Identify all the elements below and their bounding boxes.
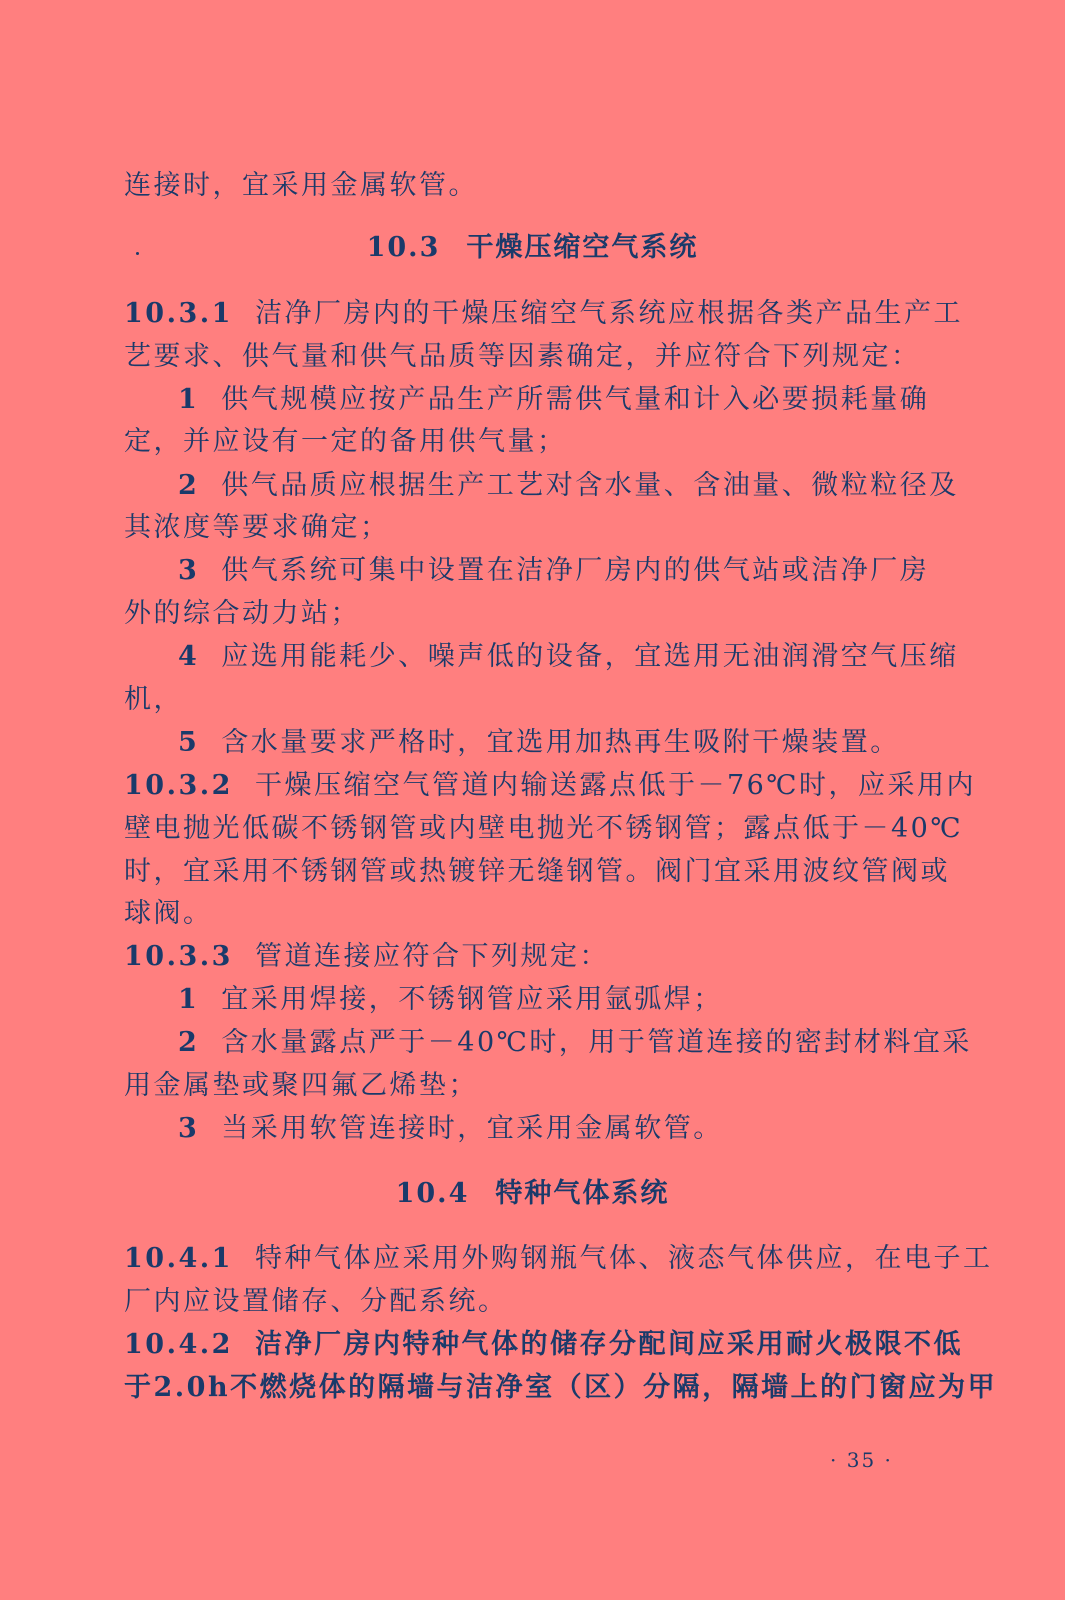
clause-text: 特种气体应采用外购钢瓶气体、液态气体供应，在电子工 (254, 1243, 993, 1274)
text-line: 定，并应设有一定的备用供气量； (124, 426, 567, 457)
section-number: 10.3 (366, 232, 441, 263)
item-text: 应选用能耗少、噪声低的设备，宜选用无油润滑空气压缩 (221, 641, 959, 672)
text-line: 于2.0h不燃烧体的隔墙与洁净室（区）分隔，隔墙上的门窗应为甲 (124, 1372, 998, 1403)
section-title: 特种气体系统 (495, 1178, 670, 1209)
item-text: 供气规模应按产品生产所需供气量和计入必要损耗量确 (221, 384, 930, 415)
list-item-2 (178, 472, 959, 499)
joint-item-3 (178, 1115, 723, 1142)
text-line: 球阀。 (124, 898, 213, 929)
text-line: 外的综合动力站； (124, 598, 360, 629)
text-line: 其浓度等要求确定； (124, 512, 390, 543)
clause-10-3-1 (124, 300, 963, 327)
item-text: 供气品质应根据生产工艺对含水量、含油量、微粒粒径及 (221, 470, 959, 501)
item-number: 2 (178, 1027, 200, 1058)
text-line: 壁电抛光低碳不锈钢管或内壁电抛光不锈钢管；露点低于－40℃ (124, 813, 964, 844)
item-number: 1 (178, 384, 200, 415)
list-item-4 (178, 643, 959, 670)
list-item-3 (178, 557, 929, 584)
list-item-5 (178, 729, 900, 756)
text-line: 连接时，宜采用金属软管。 (124, 170, 478, 201)
text-line: 机， (124, 684, 183, 715)
clause-number: 10.4.1 (124, 1243, 233, 1274)
clause-number: 10.4.2 (124, 1329, 233, 1360)
item-number: 3 (178, 1113, 200, 1144)
section-heading-10-3 (0, 234, 1065, 261)
item-text: 当采用软管连接时，宜采用金属软管。 (221, 1113, 723, 1144)
clause-number: 10.3.2 (124, 770, 233, 801)
clause-text: 干燥压缩空气管道内输送露点低于－76℃时，应采用内 (254, 770, 977, 801)
clause-text: 洁净厂房内的干燥压缩空气系统应根据各类产品生产工 (254, 298, 963, 329)
section-number: 10.4 (395, 1178, 470, 1209)
item-number: 3 (178, 555, 200, 586)
text-line: 艺要求、供气量和供气品质等因素确定，并应符合下列规定： (124, 341, 921, 372)
item-number: 5 (178, 727, 200, 758)
item-text: 供气系统可集中设置在洁净厂房内的供气站或洁净厂房 (221, 555, 930, 586)
text-line: 时，宜采用不锈钢管或热镀锌无缝钢管。阀门宜采用波纹管阀或 (124, 856, 950, 887)
clause-10-4-2 (124, 1331, 963, 1358)
clause-text: 洁净厂房内特种气体的储存分配间应采用耐火极限不低 (254, 1329, 963, 1360)
item-text: 含水量要求严格时，宜选用加热再生吸附干燥装置。 (221, 727, 900, 758)
text-line: 用金属垫或聚四氟乙烯垫； (124, 1070, 478, 1101)
item-text: 宜采用焊接，不锈钢管应采用氩弧焊； (221, 984, 723, 1015)
item-number: 1 (178, 984, 200, 1015)
item-text: 含水量露点严于－40℃时，用于管道连接的密封材料宜采 (221, 1027, 972, 1058)
section-heading-10-4 (0, 1180, 1065, 1207)
clause-text: 管道连接应符合下列规定： (254, 941, 609, 972)
list-item-1 (178, 386, 929, 413)
clause-10-3-3 (124, 943, 609, 970)
clause-number: 10.3.1 (124, 298, 233, 329)
text-line: 厂内应设置储存、分配系统。 (124, 1286, 508, 1317)
section-title: 干燥压缩空气系统 (466, 232, 699, 263)
clause-10-3-2 (124, 772, 976, 799)
clause-10-4-1 (124, 1245, 992, 1272)
joint-item-1 (178, 986, 723, 1013)
clause-number: 10.3.3 (124, 941, 233, 972)
joint-item-2 (178, 1029, 972, 1056)
item-number: 4 (178, 641, 200, 672)
page-number: · 35 · (830, 1448, 893, 1472)
item-number: 2 (178, 470, 200, 501)
